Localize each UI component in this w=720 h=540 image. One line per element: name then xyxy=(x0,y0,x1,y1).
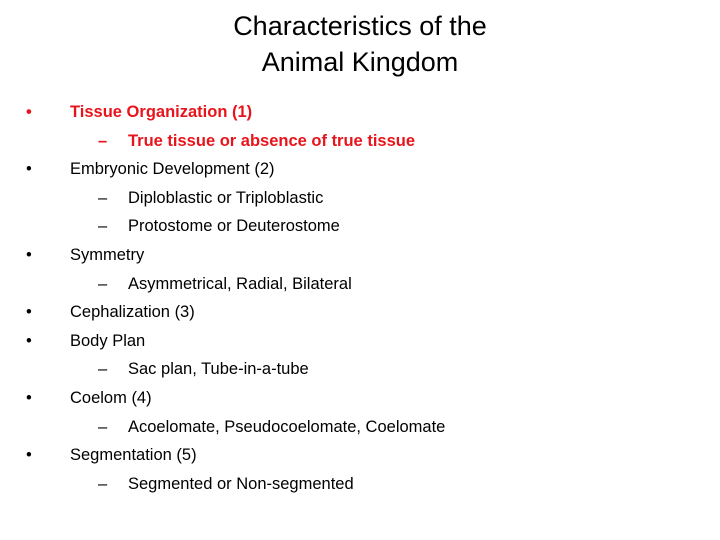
bullet-item xyxy=(26,98,706,127)
bullet-item xyxy=(26,384,706,413)
bullet-text: Body Plan xyxy=(70,331,146,350)
slide-title-line-2: Animal Kingdom xyxy=(261,47,459,77)
sub-bullet-text: Acoelomate, Pseudocoelomate, Coelomate xyxy=(128,417,446,436)
bullet-text: Embryonic Development (2) xyxy=(70,160,275,179)
bullet-marker: • xyxy=(26,446,32,465)
bullet-text: Symmetry xyxy=(70,245,145,264)
sub-bullet-item xyxy=(26,127,706,156)
dash-marker: – xyxy=(98,131,108,150)
bullet-text: Tissue Organization (1) xyxy=(70,103,253,121)
dash-marker: – xyxy=(98,417,108,436)
sub-bullet-text: True tissue or absence of true tissue xyxy=(128,131,416,150)
bullet-text: Cephalization (3) xyxy=(70,303,195,322)
sub-bullet-item xyxy=(26,355,706,384)
bullet-marker: • xyxy=(26,160,32,179)
sub-bullet-item xyxy=(26,184,706,213)
bullet-item xyxy=(26,327,706,356)
dash-marker: – xyxy=(98,474,108,493)
bullet-item xyxy=(26,155,706,184)
dash-marker: – xyxy=(98,217,108,236)
bullet-text: Segmentation (5) xyxy=(70,446,197,465)
bullet-marker: • xyxy=(26,388,32,407)
sub-bullet-item xyxy=(26,270,706,299)
sub-bullet-text: Segmented or Non-segmented xyxy=(128,474,354,493)
bullet-text: Coelom (4) xyxy=(70,388,152,407)
bullet-item xyxy=(26,241,706,270)
bullet-item xyxy=(26,441,706,470)
dash-marker: – xyxy=(98,360,108,379)
sub-bullet-text: Protostome or Deuterostome xyxy=(128,217,340,236)
bullet-item xyxy=(26,298,706,327)
bullet-marker: • xyxy=(26,331,32,350)
bullet-marker: • xyxy=(26,103,32,121)
dash-marker: – xyxy=(98,188,108,207)
sub-bullet-item xyxy=(26,413,706,442)
sub-bullet-item xyxy=(26,212,706,241)
bullet-marker: • xyxy=(26,245,32,264)
sub-bullet-text: Sac plan, Tube-in-a-tube xyxy=(128,360,309,379)
sub-bullet-item xyxy=(26,470,706,499)
bullet-marker: • xyxy=(26,303,32,322)
sub-bullet-text: Asymmetrical, Radial, Bilateral xyxy=(128,274,352,293)
dash-marker: – xyxy=(98,274,108,293)
slide-title xyxy=(0,8,720,80)
bullet-list xyxy=(26,98,706,498)
sub-bullet-text: Diploblastic or Triploblastic xyxy=(128,188,324,207)
slide-title-line-1: Characteristics of the xyxy=(233,11,487,41)
